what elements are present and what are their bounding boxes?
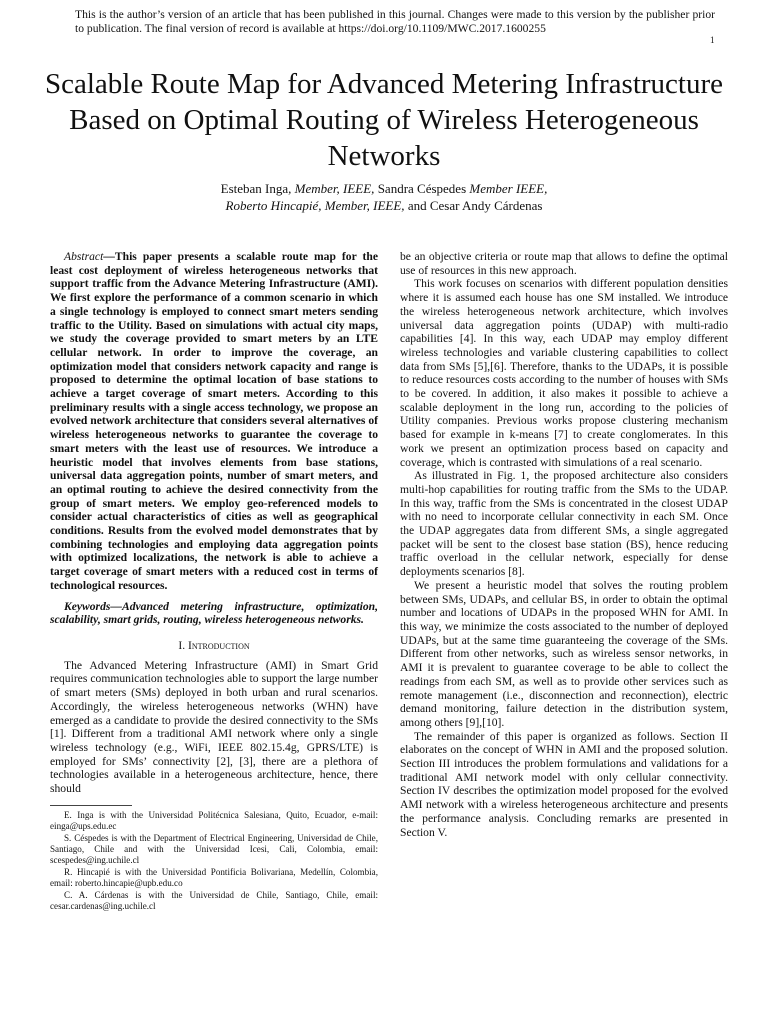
footnote-divider <box>50 805 132 806</box>
footnote-hincapie: R. Hincapié is with the Universidad Pontificia Bolivariana, Medellín, Colombia, email: roberto.hincapie@upb.edu.co <box>50 867 378 889</box>
section-number: I. <box>178 638 188 652</box>
page-number: 1 <box>710 35 715 45</box>
footnote-cespedes: S. Céspedes is with the Department of Electrical Engineering, Universidad de Chile, Santiago, Chile and with the Universidad Icesi, Cali, Colombia, email: scespedes@ing.uchile.cl <box>50 832 378 866</box>
left-column <box>50 250 378 913</box>
body-paragraph: be an objective criteria or route map that allows to define the optimal use of resources in this new approach. <box>400 250 728 277</box>
author-name: and Cesar Andy Cárdenas <box>404 198 543 213</box>
author-name: Roberto Hincapié, Member, IEEE, <box>225 198 405 213</box>
section-title-first-letter: I <box>188 638 192 652</box>
intro-paragraph: The Advanced Metering Infrastructure (AMI) in Smart Grid requires communication technologies able to support the large number of smart meters (SMs) deployed in both urban and rural scenarios. Accordingly, the wireless heterogeneous networks (WHN) have emerged as a candidate to provide the desired connectivity to the SMs [1]. Different from a traditional AMI network where only a single wireless technology (e.g., WiFi, IEEE 802.15.4g, GPRS/LTE) is employed for SMs’ connectivity [2], [3], there are a plethora of technologies available in a heterogeneous architecture, hence, there should <box>50 658 378 796</box>
body-paragraph: The remainder of this paper is organized as follows. Section II elaborates on the concept of WHN in AMI and the proposed solution. Section III introduces the problem formulations and validations for a traditional AMI network model with only cellular connectivity. Section IV describes the optimization model proposed for the evolved AMI network with a wireless heterogeneous architecture and presents the performance analysis. Concluding remarks are presented in Section V. <box>400 729 728 839</box>
body-paragraph: This work focuses on scenarios with different population densities where it is assumed each house has one SM installed. We introduce the wireless heterogeneous network architecture, which involves universal data aggregation points (UDAP) with multi-radio capabilities [4]. In this way, each UDAP may employ different wireless technologies and variable clustering capabilities to collect data from SMs [5],[6]. Therefore, thanks to the UDAPs, it is possible to reduce resources costs according to the number of houses with SMs to be covered. In addition, it also makes it possible to achieve a scalable deployment in the long run, according to the policies of Utility companies. Previous works propose clustering mechanism based for example in k-means [7] to create conglomerates. In this work we present an optimization process based on capacity and coverage, which is contrasted with simulations of a real scenario. <box>400 277 728 469</box>
keywords: Keywords—Advanced metering infrastructure, optimization, scalability, smart grids, routing, wireless heterogeneous networks. <box>50 599 378 627</box>
author-name: Esteban Inga, <box>220 181 295 196</box>
footnote-inga: E. Inga is with the Universidad Politécnica Salesiana, Quito, Ecuador, e-mail: einga@ups.edu.ec <box>50 809 378 831</box>
author-list <box>40 180 728 214</box>
author-line-1 <box>40 180 728 197</box>
section-heading-introduction <box>50 639 378 653</box>
section-title-rest: ntroduction <box>191 638 250 652</box>
abstract-lead: Abstract <box>64 250 104 263</box>
author-role: Member IEEE, <box>469 181 548 196</box>
author-role: Member, IEEE, <box>294 181 375 196</box>
body-paragraph: We present a heuristic model that solves the routing problem between SMs, UDAPs, and cellular BS, in order to obtain the optimal number and locations of UDAPs in the proposed WHN for AMI. In this way, we minimize the costs associated to the number of deployed UDAPs, but at the same time guaranteeing the coverage of the SMs. Different from other networks, such as wireless sensor networks, in AMI it is prevalent to guarantee coverage to be able to collect the readings from each SM, as well as to provide other services such as remote management (i.e., disconnection and reconnection), electric demand monitoring, failure detection in the distribution system, among others [9],[10]. <box>400 578 728 729</box>
paper-title: Scalable Route Map for Advanced Metering Infrastructure Based on Optimal Routing of Wireless Heterogeneous Networks <box>44 68 724 172</box>
publication-notice: This is the author’s version of an article that has been published in this journal. Changes were made to this version by the publisher prior to publication. The final version of record is available at https://doi.org/10.1109/MWC.2017.1600255 <box>75 8 715 35</box>
abstract <box>50 250 378 593</box>
abstract-text: —This paper presents a scalable route map for the least cost deployment of wireless heterogeneous networks that support traffic from the Advance Metering Infrastructure (AMI). We first explore the performance of a common scenario in which a single technology is employed to connect smart meters sending traffic to the Utility. Based on simulations with actual city maps, we study the coverage provided to smart meters by an LTE cellular network. In order to improve the coverage, an optimization model that considers network capacity and range is proposed to determine the optimal location of base stations to achieve a target coverage of smart meters. According to this preliminary results with a single access technology, we propose an evolved network architecture that considers several alternatives of wireless heterogeneous networks to guarantee the coverage to smart meters with the least use of resources. We introduce a heuristic model that involves elements from base stations, universal data aggregation points, number of smart meters, and an optimal routing to achieve the desired connectivity from the group of smart meters. We employ geo-referenced models to consider actual characteristics of cities as well as geographical conditions. Results from the evolved model demonstrates that by combining technologies and employing data aggregation points with optimized localizations, the network is able to achieve a target coverage of smart meters with a reduced cost in terms of technological resources. <box>50 250 378 592</box>
author-line-2 <box>40 197 728 214</box>
body-paragraph: As illustrated in Fig. 1, the proposed architecture also considers multi-hop capabilities for routing traffic from the SMs to the UDAP. In this way, traffic from the SMs is concentrated in the closest UDAP with no need to incorporate cellular connectivity in each SM. Once the UDAP aggregates data from different SMs, a single aggregated packet will be sent to the closest base station (BS), hence reducing traffic overload in the cellular network, especially for dense deployments scenarios [8]. <box>400 469 728 579</box>
footnote-cardenas: C. A. Cárdenas is with the Universidad de Chile, Santiago, Chile, email: cesar.cardenas@ing.uchile.cl <box>50 890 378 912</box>
author-name: Sandra Céspedes <box>374 181 470 196</box>
right-column <box>400 250 728 839</box>
